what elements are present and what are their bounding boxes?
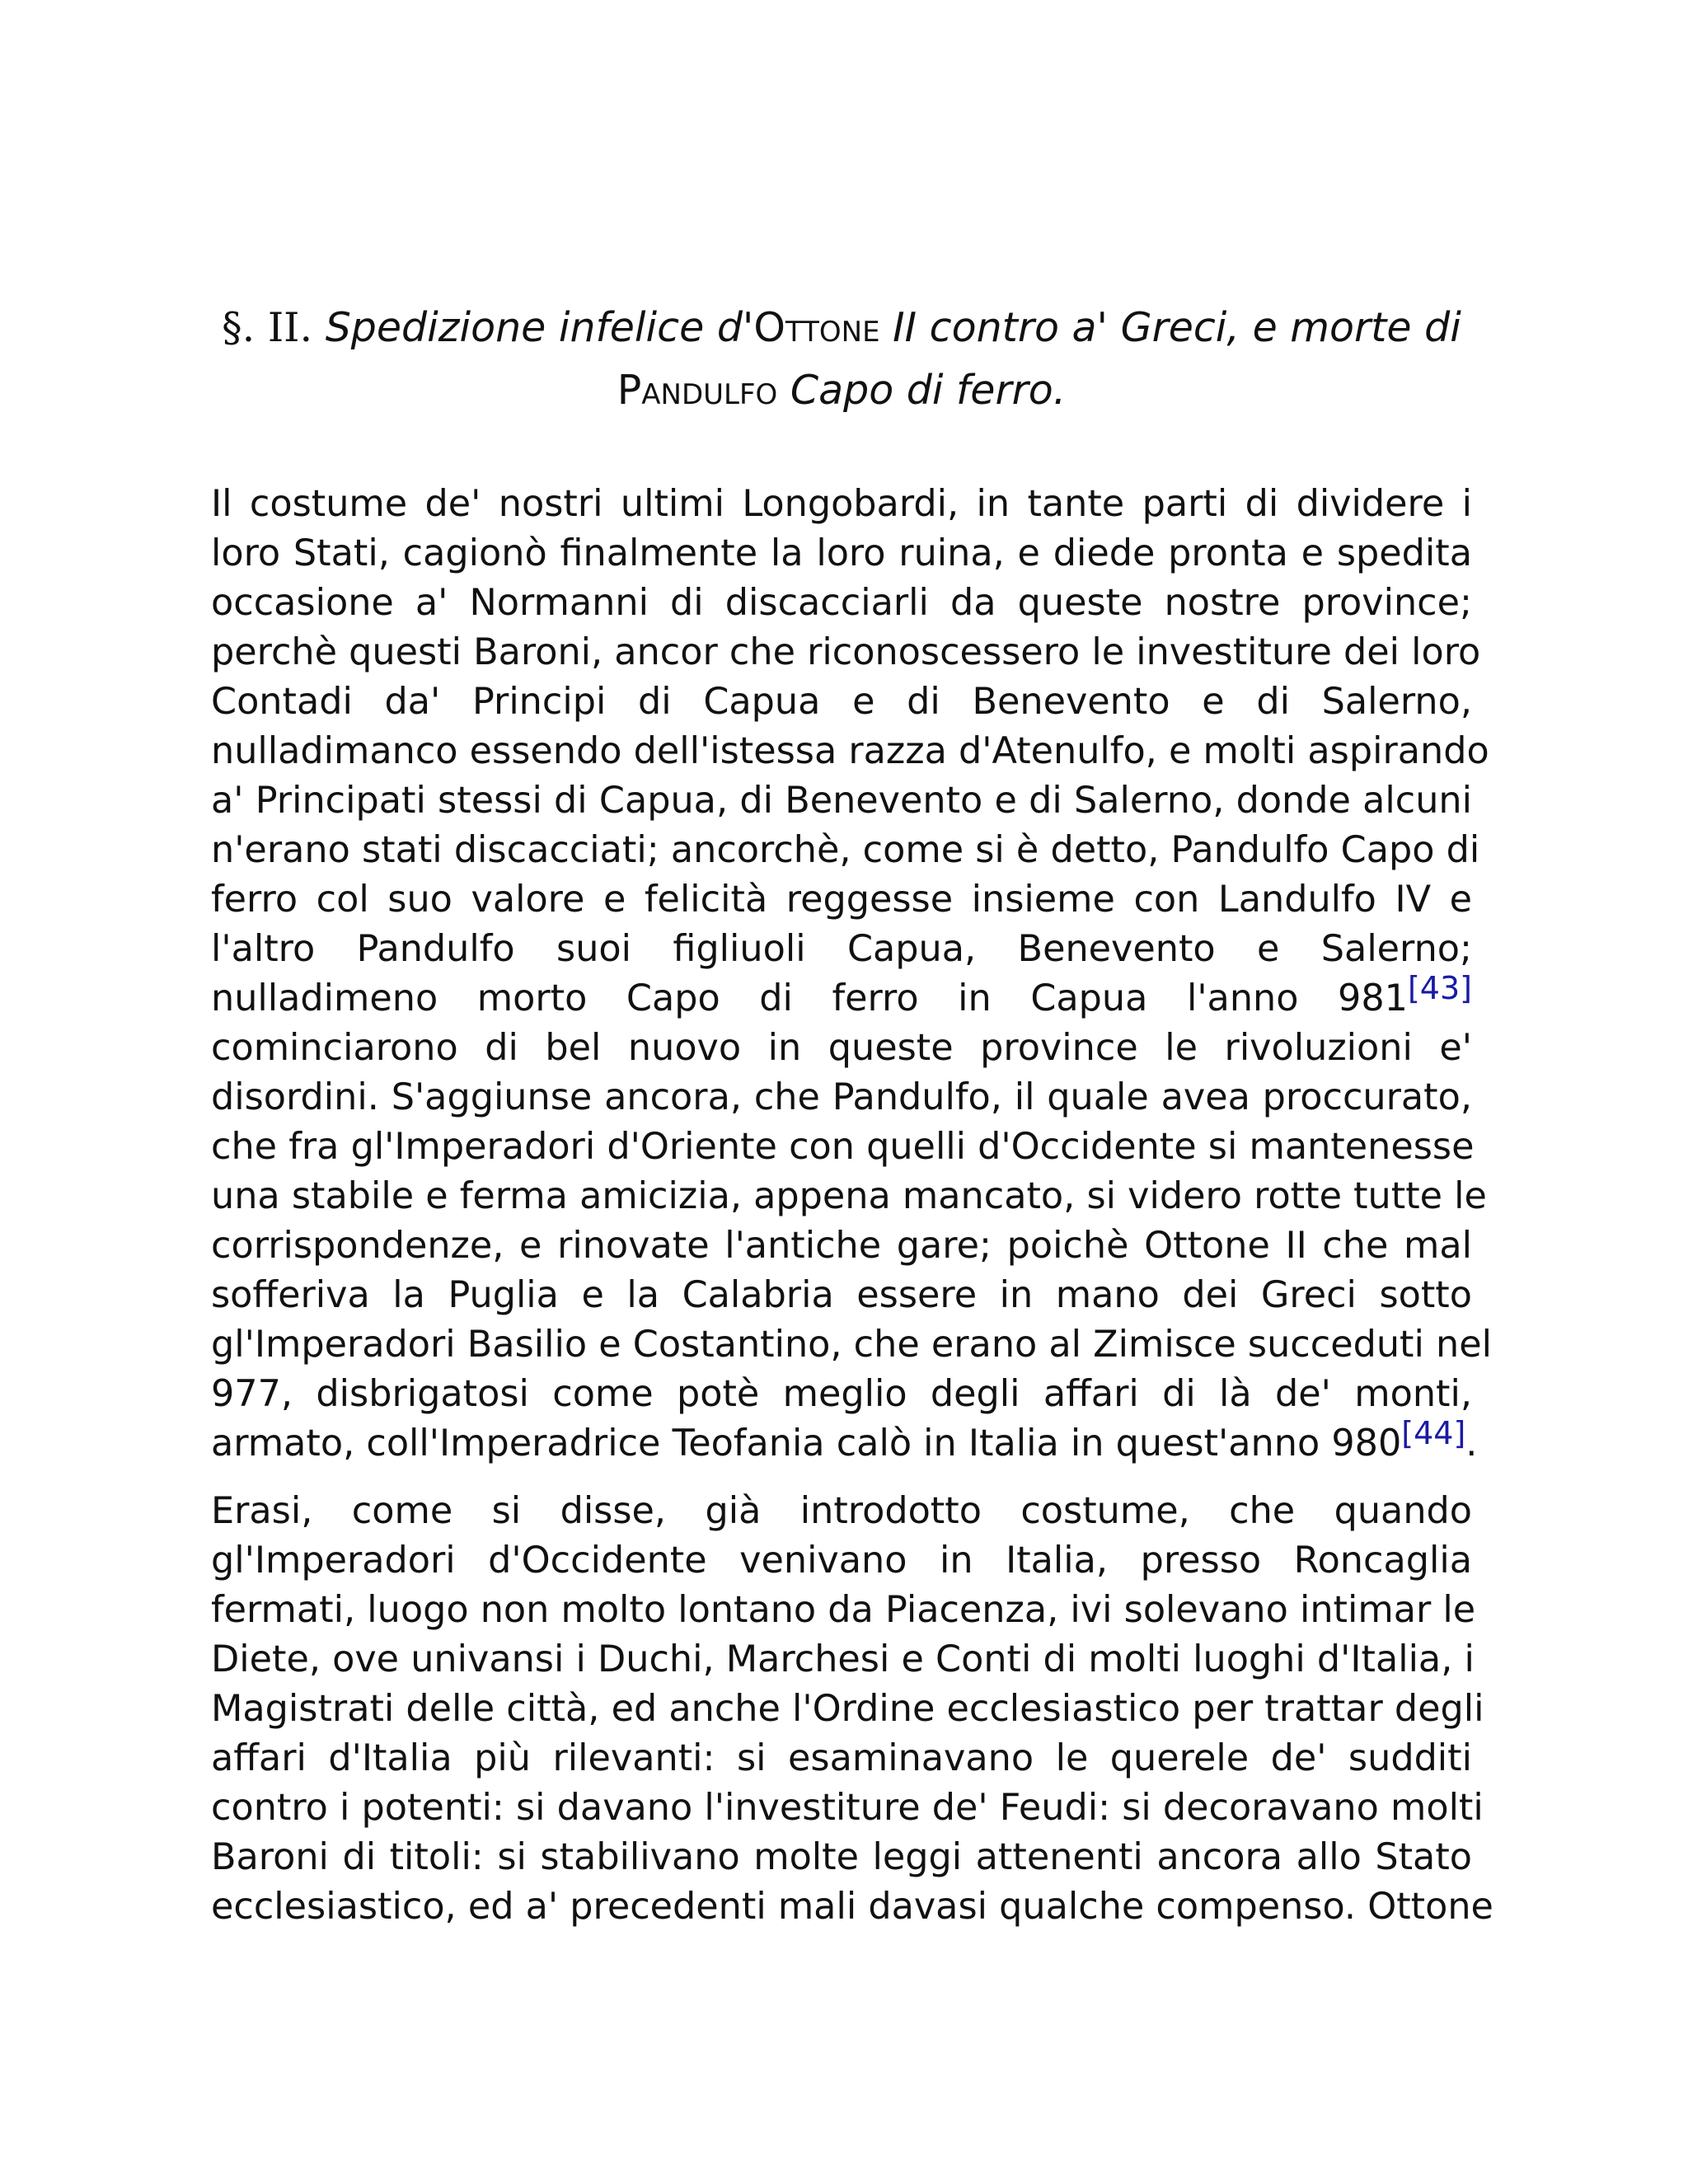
paragraph-line: Magistrati delle città, ed anche l'Ordine ecclesiastico per trattar degli bbox=[211, 1688, 1484, 1730]
paragraph-2 bbox=[211, 1487, 1493, 1932]
paragraph-line: ferro col suo valore e felicità reggesse insieme con Landulfo IV e bbox=[211, 879, 1472, 921]
paragraph-line: corrispondenze, e rinovate l'antiche gare; poichè Ottone II che mal bbox=[211, 1225, 1472, 1267]
paragraph-line: contro i potenti: si davano l'investiture de' Feudi: si decoravano molti bbox=[211, 1787, 1484, 1829]
paragraph-line: 977, disbrigatosi come potè meglio degli affari di là de' monti, bbox=[211, 1373, 1472, 1415]
paragraph-line: fermati, luogo non molto lontano da Piacenza, ivi solevano intimar le bbox=[211, 1589, 1476, 1631]
heading-text-3: Capo di ferro. bbox=[777, 367, 1067, 414]
heading-name-ottone: Ottone bbox=[753, 304, 880, 351]
paragraph-line: nulladimanco essendo dell'istessa razza d'Atenulfo, e molti aspirando bbox=[211, 730, 1489, 772]
paragraph-line: sofferiva la Puglia e la Calabria essere in mano dei Greci sotto bbox=[211, 1274, 1472, 1316]
page-content bbox=[211, 297, 1493, 1950]
footnote-link-43[interactable]: [43] bbox=[1407, 970, 1472, 1006]
paragraph-line: Contadi da' Principi di Capua e di Benevento e di Salerno, bbox=[211, 681, 1472, 723]
heading-name-pandulfo: Pandulfo bbox=[617, 367, 778, 414]
paragraph-line: Il costume de' nostri ultimi Longobardi, in tante parti di dividere i bbox=[211, 483, 1472, 525]
paragraph-end-punctuation: . bbox=[1465, 1422, 1478, 1465]
paragraph-line: ecclesiastico, ed a' precedenti mali davasi qualche compenso. Ottone bbox=[211, 1886, 1493, 1928]
section-heading bbox=[211, 297, 1472, 422]
paragraph-line: che fra gl'Imperadori d'Oriente con quelli d'Occidente si mantenesse bbox=[211, 1126, 1475, 1168]
footnote-link-44[interactable]: [44] bbox=[1401, 1415, 1466, 1451]
paragraph-line: Baroni di titoli: si stabilivano molte leggi attenenti ancora allo Stato bbox=[211, 1836, 1472, 1878]
paragraph-line: Erasi, come si disse, già introdotto costume, che quando bbox=[211, 1490, 1472, 1532]
heading-text-1: Spedizione infelice d' bbox=[325, 304, 754, 351]
paragraph-line: loro Stati, cagionò finalmente la loro ruina, e diede pronta e spedita bbox=[211, 532, 1472, 574]
paragraph-line-with-footnote bbox=[211, 970, 1472, 1024]
paragraph-line: a' Principati stessi di Capua, di Benevento e di Salerno, donde alcuni bbox=[211, 780, 1472, 822]
heading-text-2: II contro a' Greci, e morte di bbox=[879, 304, 1461, 351]
paragraph-line: gl'Imperadori d'Occidente venivano in Italia, presso Roncaglia bbox=[211, 1540, 1472, 1582]
paragraph-line: perchè questi Baroni, ancor che riconoscessero le investiture dei loro bbox=[211, 631, 1481, 673]
section-number: §. II. bbox=[222, 304, 313, 351]
paragraph-line: Diete, ove univansi i Duchi, Marchesi e Conti di molti luoghi d'Italia, i bbox=[211, 1638, 1475, 1680]
paragraph-line-text: nulladimeno morto Capo di ferro in Capua l'anno 981 bbox=[211, 977, 1408, 1019]
paragraph-line: cominciarono di bel nuovo in queste province le rivoluzioni e' bbox=[211, 1027, 1472, 1069]
paragraph-line: l'altro Pandulfo suoi figliuoli Capua, Benevento e Salerno; bbox=[211, 928, 1472, 970]
paragraph-line-with-footnote bbox=[211, 1415, 1478, 1469]
paragraph-line: gl'Imperadori Basilio e Costantino, che erano al Zimisce succeduti nel bbox=[211, 1324, 1492, 1366]
paragraph-line-text: armato, coll'Imperadrice Teofania calò in Italia in quest'anno 980 bbox=[211, 1422, 1402, 1465]
paragraph-line: occasione a' Normanni di discacciarli da queste nostre province; bbox=[211, 582, 1472, 624]
paragraph-1 bbox=[211, 480, 1492, 1469]
heading-line-2 bbox=[211, 359, 1472, 422]
paragraph-line: disordini. S'aggiunse ancora, che Pandulfo, il quale avea proccurato, bbox=[211, 1076, 1472, 1118]
heading-line-1 bbox=[211, 297, 1472, 359]
paragraph-line: n'erano stati discacciati; ancorchè, come si è detto, Pandulfo Capo di bbox=[211, 829, 1480, 871]
paragraph-line: una stabile e ferma amicizia, appena mancato, si videro rotte tutte le bbox=[211, 1175, 1487, 1217]
paragraph-line: affari d'Italia più rilevanti: si esaminavano le querele de' sudditi bbox=[211, 1737, 1472, 1779]
